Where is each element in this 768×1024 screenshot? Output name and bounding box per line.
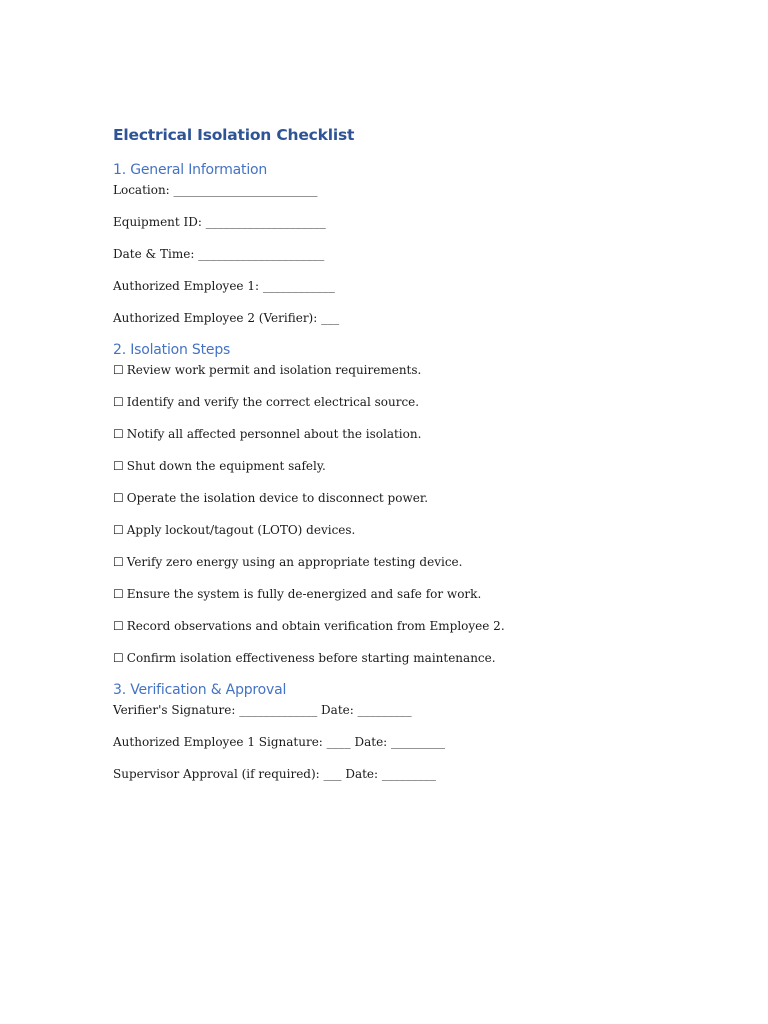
checklist-item [113,394,673,410]
supervisor-approval-field: Supervisor Approval (if required): ___ Date: _________ [113,767,436,781]
section-general-information [113,160,673,326]
checklist-item [113,522,673,538]
checklist-item [113,586,673,602]
authorized-employee-1-field: Authorized Employee 1: ____________ [113,279,335,293]
checklist-item [113,426,673,442]
checklist-item-label: Operate the isolation device to disconnect power. [126,491,429,505]
employee-1-signature-field: Authorized Employee 1 Signature: ____ Date: _________ [113,735,446,749]
checkbox-icon: ☐ [113,651,124,665]
section-heading-general-information: 1. General Information [113,162,268,178]
checklist-item [113,458,673,474]
authorized-employee-2-field: Authorized Employee 2 (Verifier): ___ [113,311,340,325]
checklist-item [113,490,673,506]
checklist-item-label: Notify all affected personnel about the isolation. [126,427,422,441]
checklist-item-label: Record observations and obtain verification from Employee 2. [126,619,505,633]
checkbox-icon: ☐ [113,619,124,633]
checklist-item [113,618,673,634]
checklist-item-label: Confirm isolation effectiveness before starting maintenance. [126,651,496,665]
verifier-signature-field: Verifier's Signature: _____________ Date: _________ [113,703,412,717]
checkbox-icon: ☐ [113,555,124,569]
date-time-field: Date & Time: _____________________ [113,247,325,261]
section-isolation-steps [113,340,673,666]
checklist-item [113,554,673,570]
section-heading-isolation-steps: 2. Isolation Steps [113,342,231,358]
section-verification-approval [113,680,673,782]
checkbox-icon: ☐ [113,523,124,537]
checkbox-icon: ☐ [113,363,124,377]
checkbox-icon: ☐ [113,395,124,409]
checkbox-icon: ☐ [113,491,124,505]
checklist-item-label: Review work permit and isolation requirements. [126,363,422,377]
checklist [113,362,673,666]
checklist-item-label: Apply lockout/tagout (LOTO) devices. [126,523,356,537]
checklist-item-label: Verify zero energy using an appropriate testing device. [126,555,463,569]
document-page [113,124,673,796]
checklist-item-label: Identify and verify the correct electrical source. [126,395,420,409]
checklist-item-label: Ensure the system is fully de-energized and safe for work. [126,587,482,601]
location-field: Location: ________________________ [113,183,318,197]
checklist-item [113,650,673,666]
checkbox-icon: ☐ [113,427,124,441]
document-title: Electrical Isolation Checklist [113,126,355,144]
equipment-id-field: Equipment ID: ____________________ [113,215,326,229]
checklist-item-label: Shut down the equipment safely. [126,459,326,473]
checklist-item [113,362,673,378]
section-heading-verification-approval: 3. Verification & Approval [113,682,287,698]
checkbox-icon: ☐ [113,587,124,601]
checkbox-icon: ☐ [113,459,124,473]
